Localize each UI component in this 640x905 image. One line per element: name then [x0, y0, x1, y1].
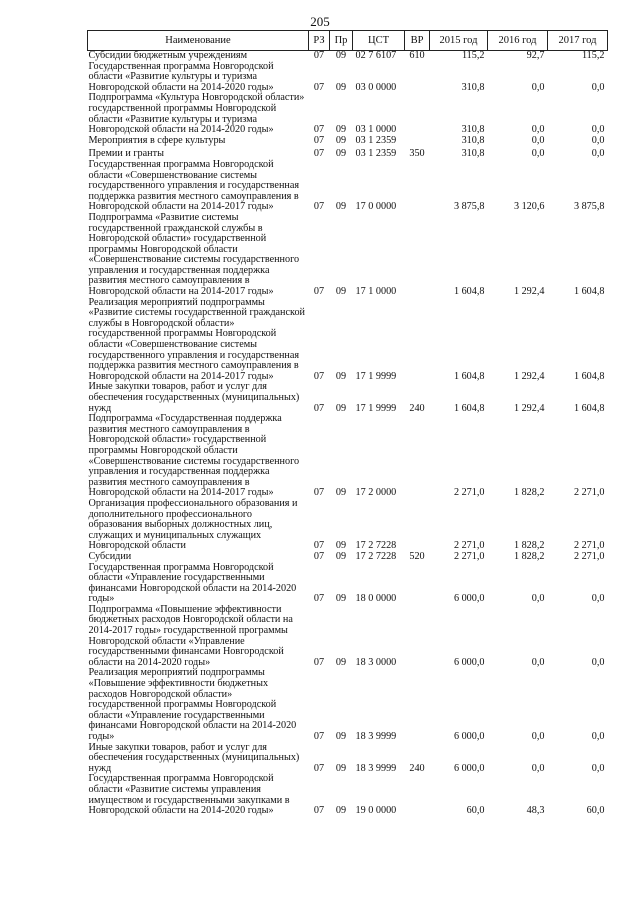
cell-2016: 0,0 — [531, 656, 545, 668]
cell-2016: 0,0 — [531, 148, 545, 160]
cell-2016: 92,7 — [526, 50, 545, 61]
table-row — [88, 93, 608, 135]
cell-2015: 6 000,0 — [453, 762, 485, 774]
cell-vr — [405, 605, 430, 669]
cell-2015: 60,0 — [466, 805, 485, 817]
cell-2017: 0,0 — [591, 148, 605, 160]
cell-2016: 0,0 — [531, 762, 545, 774]
table-row — [88, 146, 608, 160]
cell-pr: 09 — [335, 402, 347, 414]
cell-pr: 09 — [335, 50, 347, 61]
cell-2017: 1 604,8 — [573, 286, 605, 298]
table-row — [88, 552, 608, 563]
cell-rz: 07 — [313, 134, 325, 146]
cell-vr — [405, 668, 430, 742]
cell-pr: 09 — [335, 81, 347, 93]
cell-rz: 07 — [313, 805, 325, 817]
cell-vr: 610 — [409, 50, 425, 61]
cell-2017: 0,0 — [591, 134, 605, 146]
cell-cst: 17 1 9999 — [355, 402, 397, 414]
cell-rz: 07 — [313, 487, 325, 499]
table-body — [88, 51, 608, 817]
cell-2017: 0,0 — [591, 762, 605, 774]
cell-pr: 09 — [335, 731, 347, 742]
cell-pr: 09 — [335, 201, 347, 213]
cell-cst: 03 0 0000 — [355, 81, 397, 93]
cell-cst: 18 3 0000 — [355, 656, 397, 668]
cell-2016: 0,0 — [531, 731, 545, 742]
header-2017: 2017 год — [548, 31, 608, 51]
cell-name: Государственная программа Новгородской области «Развитие культуры и туризма Новгородской области на 2014-2020 годы» — [88, 60, 274, 93]
cell-2015: 2 271,0 — [453, 487, 485, 499]
cell-rz: 07 — [313, 402, 325, 414]
cell-cst: 17 2 0000 — [355, 487, 397, 499]
page-number: 205 — [310, 14, 330, 29]
cell-cst: 18 0 0000 — [355, 593, 397, 605]
cell-cst: 18 3 9999 — [355, 731, 397, 742]
cell-2016: 3 120,6 — [513, 201, 545, 213]
cell-2017: 115,2 — [581, 50, 605, 61]
cell-2015: 310,8 — [461, 134, 485, 146]
cell-rz: 07 — [313, 50, 325, 61]
cell-vr: 520 — [409, 550, 425, 562]
cell-2015: 6 000,0 — [453, 656, 485, 668]
cell-2015: 115,2 — [461, 50, 485, 61]
cell-2017: 1 604,8 — [573, 370, 605, 382]
table-row — [88, 743, 608, 775]
cell-cst: 03 1 0000 — [355, 124, 397, 136]
cell-2015: 310,8 — [461, 124, 485, 136]
cell-rz: 07 — [313, 124, 325, 136]
cell-name: Иные закупки товаров, работ и услуг для обеспечения государственных (муниципальных) нужд — [88, 741, 300, 774]
header-name: Наименование — [88, 31, 309, 51]
header-2016: 2016 год — [488, 31, 548, 51]
cell-name: Мероприятия в сфере культуры — [88, 134, 226, 146]
cell-cst: 17 0 0000 — [355, 201, 397, 213]
cell-name: Реализация мероприятий подпрограммы «Развитие системы государственной гражданской службы в Новгородской области» государственной программы Новгородской области «Совершенствование системы государственного управления и государственная поддержка развития местного самоуправления в Новгородской области на 2014-2017 годы» — [88, 296, 305, 382]
cell-2017: 3 875,8 — [573, 201, 605, 213]
cell-2016: 1 292,4 — [513, 370, 545, 382]
cell-pr: 09 — [335, 286, 347, 298]
cell-2015: 6 000,0 — [453, 731, 485, 742]
cell-2017: 0,0 — [591, 656, 605, 668]
cell-2017: 2 271,0 — [573, 487, 605, 499]
cell-2015: 310,8 — [461, 148, 485, 160]
cell-2016: 1 828,2 — [513, 487, 545, 499]
cell-vr — [405, 160, 430, 213]
cell-name: Организация профессионального образования и дополнительного профессионального образования выборных должностных лиц, служащих и муниципальных служащих Новгородской области — [88, 497, 298, 552]
cell-2017: 0,0 — [591, 124, 605, 136]
table-row — [88, 605, 608, 669]
cell-rz: 07 — [313, 550, 325, 562]
cell-rz: 07 — [313, 593, 325, 605]
cell-name: Подпрограмма «Повышение эффективности бюджетных расходов Новгородской области на 2014-2017 годы» государственной программы Новгородской области «Управление государственными финансами Новгородской области на 2014-2020 годы» — [88, 603, 293, 668]
cell-rz: 07 — [313, 81, 325, 93]
table-row — [88, 668, 608, 742]
cell-pr: 09 — [335, 134, 347, 146]
table-row — [88, 774, 608, 816]
header-cst: ЦСТ — [353, 31, 405, 51]
cell-2017: 0,0 — [591, 593, 605, 605]
cell-rz: 07 — [313, 148, 325, 160]
cell-pr: 09 — [335, 124, 347, 136]
cell-rz: 07 — [313, 656, 325, 668]
cell-cst: 17 2 7228 — [355, 550, 397, 562]
cell-2017: 2 271,0 — [573, 540, 605, 552]
cell-2015: 310,8 — [461, 81, 485, 93]
cell-vr: 240 — [409, 762, 425, 774]
cell-name: Субсидии бюджетным учреждениям — [88, 50, 248, 61]
cell-2017: 1 604,8 — [573, 402, 605, 414]
cell-name: Подпрограмма «Культура Новгородской области» государственной программы Новгородской области «Развитие культуры и туризма Новгородской области на 2014-2020 годы» — [88, 92, 305, 136]
cell-cst: 19 0 0000 — [355, 805, 397, 817]
cell-name: Подпрограмма «Развитие системы государственной гражданской службы в Новгородской области» государственной программы Новгородской области «Совершенствование системы государственного управления и государственная поддержка развития местного самоуправления в Новгородской области на 2014-2017 годы» — [88, 211, 300, 298]
header-vr: ВР — [405, 31, 430, 51]
cell-pr: 09 — [335, 550, 347, 562]
cell-cst: 18 3 9999 — [355, 762, 397, 774]
header-rz: РЗ — [309, 31, 330, 51]
cell-pr: 09 — [335, 762, 347, 774]
cell-cst: 03 1 2359 — [355, 148, 397, 160]
cell-cst: 17 2 7228 — [355, 540, 397, 552]
cell-2015: 1 604,8 — [453, 402, 485, 414]
cell-vr — [405, 298, 430, 383]
cell-name: Иные закупки товаров, работ и услуг для обеспечения государственных (муниципальных) нужд — [88, 381, 300, 414]
cell-rz: 07 — [313, 201, 325, 213]
cell-pr: 09 — [335, 805, 347, 817]
cell-2016: 0,0 — [531, 134, 545, 146]
cell-name: Государственная программа Новгородской области «Совершенствование системы государственного управления и государственная поддержка развития местного самоуправления в Новгородской области на 2014-2017 годы» — [88, 158, 300, 213]
cell-pr: 09 — [335, 540, 347, 552]
cell-2015: 1 604,8 — [453, 286, 485, 298]
table-row — [88, 51, 608, 62]
cell-vr — [405, 499, 430, 552]
table-row — [88, 213, 608, 298]
table-row — [88, 62, 608, 94]
cell-2017: 2 271,0 — [573, 550, 605, 562]
header-2015: 2015 год — [430, 31, 488, 51]
cell-rz: 07 — [313, 731, 325, 742]
budget-table — [87, 30, 608, 817]
cell-rz: 07 — [313, 370, 325, 382]
table-row — [88, 160, 608, 213]
table-row — [88, 499, 608, 552]
cell-vr — [405, 774, 430, 816]
cell-2016: 48,3 — [526, 805, 545, 817]
cell-2016: 1 292,4 — [513, 402, 545, 414]
cell-rz: 07 — [313, 762, 325, 774]
cell-name: Государственная программа Новгородской области «Развитие системы управления имуществом и государственными закупками в Новгородской области на 2014-2020 годы» — [88, 773, 290, 817]
cell-2016: 1 828,2 — [513, 540, 545, 552]
table-row — [88, 298, 608, 383]
cell-vr — [405, 563, 430, 605]
table-row — [88, 136, 608, 147]
cell-2015: 6 000,0 — [453, 593, 485, 605]
cell-cst: 17 1 9999 — [355, 370, 397, 382]
cell-vr — [405, 414, 430, 499]
cell-2016: 0,0 — [531, 81, 545, 93]
cell-2015: 2 271,0 — [453, 550, 485, 562]
cell-vr — [405, 93, 430, 135]
table-row — [88, 382, 608, 414]
table-row — [88, 563, 608, 605]
cell-name: Премии и гранты — [88, 148, 164, 160]
cell-2016: 1 292,4 — [513, 286, 545, 298]
budget-table-container — [87, 30, 607, 817]
cell-vr — [405, 213, 430, 298]
cell-name: Государственная программа Новгородской области «Управление государственными финансами Новгородской области на 2014-2020 годы» — [88, 561, 297, 605]
cell-name: Реализация мероприятий подпрограммы «Повышение эффективности бюджетных расходов Новгородской области» государственной программы Новгородской области «Управление государственными финансами Новгородской области на 2014-2020 годы» — [88, 667, 297, 742]
cell-vr — [405, 62, 430, 94]
cell-pr: 09 — [335, 370, 347, 382]
cell-2015: 2 271,0 — [453, 540, 485, 552]
cell-pr: 09 — [335, 148, 347, 160]
cell-cst: 03 1 2359 — [355, 134, 397, 146]
cell-2017: 0,0 — [591, 731, 605, 742]
cell-2017: 60,0 — [586, 805, 605, 817]
table-row — [88, 414, 608, 499]
cell-2017: 0,0 — [591, 81, 605, 93]
cell-2016: 0,0 — [531, 124, 545, 136]
header-pr: Пр — [330, 31, 353, 51]
cell-vr: 240 — [409, 402, 425, 414]
cell-pr: 09 — [335, 487, 347, 499]
cell-rz: 07 — [313, 540, 325, 552]
cell-cst: 02 7 6107 — [355, 50, 397, 61]
cell-vr: 350 — [409, 148, 425, 160]
cell-2015: 3 875,8 — [453, 201, 485, 213]
cell-pr: 09 — [335, 593, 347, 605]
cell-name: Субсидии — [88, 550, 132, 562]
cell-pr: 09 — [335, 656, 347, 668]
table-header-row — [88, 31, 608, 51]
cell-cst: 17 1 0000 — [355, 286, 397, 298]
cell-rz: 07 — [313, 286, 325, 298]
cell-2015: 1 604,8 — [453, 370, 485, 382]
cell-vr — [405, 136, 430, 147]
cell-2016: 1 828,2 — [513, 550, 545, 562]
cell-2016: 0,0 — [531, 593, 545, 605]
cell-name: Подпрограмма «Государственная поддержка развития местного самоуправления в Новгородской области» государственной программы Новгородской области «Совершенствование системы государственного управления и государственная поддержка развития местного самоуправления в Новгородской области на 2014-2017 годы» — [88, 413, 300, 499]
